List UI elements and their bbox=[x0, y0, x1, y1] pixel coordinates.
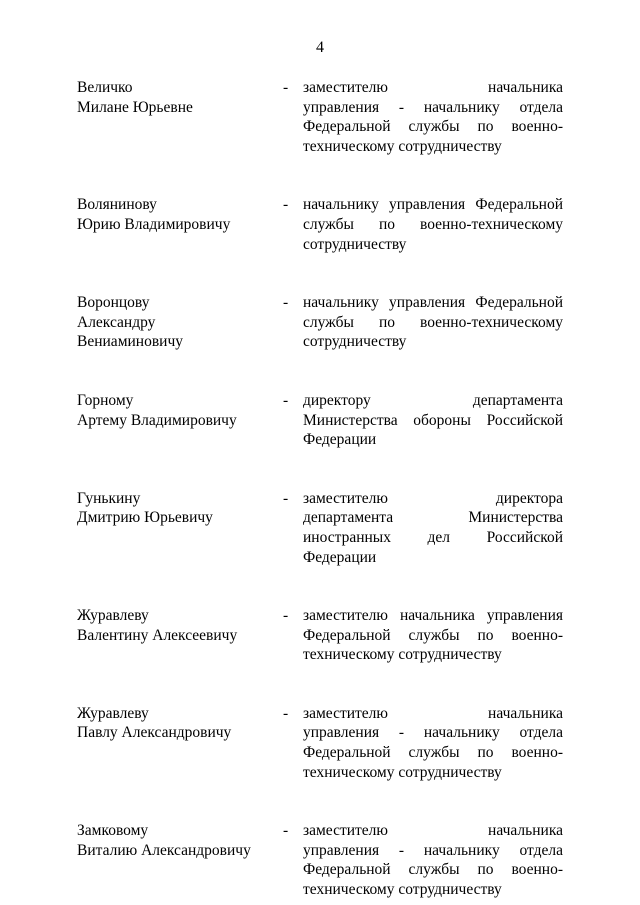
given-names: Юрию Владимировичу bbox=[77, 215, 231, 233]
position-line: заместителю начальника управления bbox=[303, 607, 563, 625]
patronymic: Вениаминовичу bbox=[77, 333, 183, 351]
position-title bbox=[303, 78, 563, 156]
person-name bbox=[77, 704, 283, 743]
position-line: управления - начальнику отдела bbox=[303, 841, 563, 859]
surname: Журавлеву bbox=[77, 704, 149, 722]
position-title bbox=[303, 821, 563, 899]
position-line: директору департамента bbox=[303, 391, 563, 409]
appointment-entry bbox=[77, 195, 563, 254]
position-line: Федеральной службы по военно- bbox=[303, 861, 563, 879]
given-names: Александру bbox=[77, 313, 156, 331]
position-line: техническому сотрудничеству bbox=[303, 646, 502, 664]
position-line: начальнику управления Федеральной bbox=[303, 294, 563, 312]
given-names: Виталию Александровичу bbox=[77, 841, 251, 859]
appointment-entry bbox=[77, 78, 563, 156]
position-line: сотрудничеству bbox=[303, 333, 407, 351]
position-line: техническому сотрудничеству bbox=[303, 137, 502, 155]
position-line: Федерации bbox=[303, 431, 377, 449]
separator-dash: - bbox=[283, 607, 289, 625]
separator-dash: - bbox=[283, 294, 289, 312]
person-name bbox=[77, 293, 283, 352]
position-line: службы по военно-техническому bbox=[303, 313, 563, 331]
appointment-entry bbox=[77, 391, 563, 450]
separator-dash: - bbox=[283, 79, 289, 96]
surname: Горному bbox=[77, 391, 134, 409]
position-line: службы по военно-техническому bbox=[303, 215, 563, 233]
separator-dash: - bbox=[283, 196, 289, 214]
position-line: заместителю начальника bbox=[303, 822, 563, 840]
appointment-entry bbox=[77, 606, 563, 665]
given-names: Милане Юрьевне bbox=[77, 98, 193, 116]
position-line: заместителю директора bbox=[303, 489, 563, 507]
position-title bbox=[303, 704, 563, 782]
appointment-entry bbox=[77, 821, 563, 899]
page-number: 4 bbox=[316, 39, 324, 56]
given-names: Артему Владимировичу bbox=[77, 411, 237, 429]
surname: Воронцову bbox=[77, 294, 150, 312]
position-line: заместителю начальника bbox=[303, 704, 563, 722]
position-line: начальнику управления Федеральной bbox=[303, 196, 563, 214]
position-line: заместителю начальника bbox=[303, 79, 563, 96]
appointment-entry bbox=[77, 489, 563, 567]
person-name bbox=[77, 821, 283, 860]
person-name bbox=[77, 606, 283, 645]
position-line: Федерации bbox=[303, 548, 377, 566]
person-name bbox=[77, 489, 283, 528]
person-name bbox=[77, 391, 283, 430]
position-title bbox=[303, 391, 563, 450]
position-line: Федеральной службы по военно- bbox=[303, 118, 563, 136]
surname: Гунькину bbox=[77, 489, 141, 507]
separator-dash: - bbox=[283, 704, 289, 722]
position-title bbox=[303, 293, 563, 352]
given-names: Дмитрию Юрьевичу bbox=[77, 509, 213, 527]
position-line: департамента Министерства bbox=[303, 509, 563, 527]
position-line: иностранных дел Российской bbox=[303, 528, 563, 546]
position-line: управления - начальнику отдела bbox=[303, 98, 563, 116]
separator-dash: - bbox=[283, 391, 289, 409]
position-line: Министерства обороны Российской bbox=[303, 411, 563, 429]
position-line: Федеральной службы по военно- bbox=[303, 744, 563, 762]
position-title bbox=[303, 195, 563, 254]
given-names: Валентину Алексеевичу bbox=[77, 626, 238, 644]
appointment-list bbox=[77, 78, 563, 900]
surname: Журавлеву bbox=[77, 607, 149, 625]
surname: Волянинову bbox=[77, 196, 157, 214]
position-line: техническому сотрудничеству bbox=[303, 763, 502, 781]
given-names: Павлу Александровичу bbox=[77, 724, 232, 742]
surname: Замковому bbox=[77, 822, 149, 840]
separator-dash: - bbox=[283, 489, 289, 507]
person-name bbox=[77, 78, 283, 117]
person-name bbox=[77, 195, 283, 234]
separator-dash: - bbox=[283, 822, 289, 840]
position-line: управления - начальнику отдела bbox=[303, 724, 563, 742]
surname: Величко bbox=[77, 79, 133, 96]
position-title bbox=[303, 606, 563, 665]
position-title bbox=[303, 489, 563, 567]
position-line: Федеральной службы по военно- bbox=[303, 626, 563, 644]
position-line: сотрудничеству bbox=[303, 235, 407, 253]
appointment-entry bbox=[77, 704, 563, 782]
appointment-entry bbox=[77, 293, 563, 352]
position-line: техническому сотрудничеству bbox=[303, 881, 502, 899]
